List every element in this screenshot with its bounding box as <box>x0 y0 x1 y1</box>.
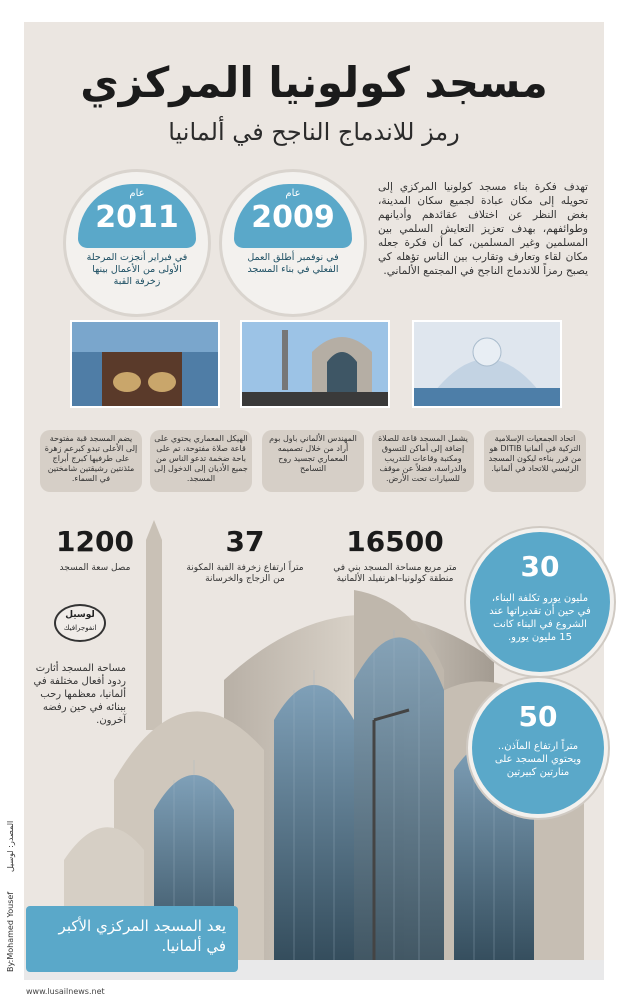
page-subtitle: رمز للاندماج الناجح في ألمانيا <box>168 118 460 146</box>
stat-capacity-text: مصل سعة المسجد <box>59 563 131 573</box>
cost-text: مليون يورو تكلفة البناء، في حين أن تقديراتها عند الشروع في البناء كانت 15 مليون يورو. <box>489 593 591 643</box>
stat-height-value: 37 <box>225 525 265 558</box>
stamp-line2: انفوجرافيك <box>63 624 97 632</box>
cost-value: 30 <box>520 550 560 583</box>
bottom-highlight-box: يعد المسجد المركزي الأكبر في ألمانيا. <box>26 906 238 972</box>
timeline-year: 2009 <box>251 200 335 235</box>
timeline-year-badge <box>234 184 352 248</box>
timeline-year-badge <box>78 184 196 248</box>
site-url: www.lusailnews.net <box>26 987 105 996</box>
left-note: مساحة المسجد أثارت ردود أفعال مختلفة في ألمانيا، معظمها رحب ببنائه في حين رفضه آخرون. <box>33 663 126 726</box>
info-card-structure: الهيكل المعماري يحتوي على قاعة صلاة مفتوحة، تم على باحة ضخمة تدعو الناس من جميع الأديان إلى الدخول إلى المسجد. <box>150 430 252 492</box>
photo-interior-calligraphy <box>70 320 220 408</box>
minaret-height-value: 50 <box>518 700 558 733</box>
minaret-height-circle <box>472 682 604 814</box>
source-credit: المصدر: لوسيل <box>6 820 15 872</box>
stat-area-text: متر مربع مساحة المسجد بني في منطقة كولونيا–اهرنفيلد الألمانية <box>333 563 457 584</box>
page-title: مسجد كولونيا المركزي <box>80 58 548 108</box>
lusail-stamp-logo <box>54 604 106 642</box>
info-card-dome: يضم المسجد قبة مفتوحة إلى الأعلى تبدو كبرعم زهرة على طرفيها كبرج أبراج مئذنتين رشيقتين شامختين في السماء. <box>40 430 142 492</box>
photo-exterior-tower <box>240 320 390 408</box>
info-card-architect: المهندس الألماني باول بوم أراد من خلال تصميمه المعماري تجسيد روح التسامح <box>262 430 364 492</box>
timeline-year-label: عام <box>129 188 145 199</box>
stat-capacity-value: 1200 <box>56 525 134 558</box>
info-card-ditib: اتحاد الجمعيات الإسلامية التركية في ألمانيا DITIB هو من قرر بناءه ليكون المسجد الرئيسي للاتحاد في ألمانيا. <box>484 430 586 492</box>
timeline-circle-2011 <box>66 172 208 314</box>
info-card-facilities: يشمل المسجد قاعة للصلاة إضافة إلى أماكن للتسوق ومكتبة وقاعات للتدريب والدراسة، فضلاً عن موقف للسيارات تحت الأرض. <box>372 430 474 492</box>
timeline-text: في فبراير أنجزت المرحلة الأولى من الأعمال بينها زخرفة القبة <box>86 252 188 287</box>
minaret-height-text: متراً ارتفاع المآذن.. ويحتوي المسجد على منارتين كبيرتين <box>494 741 582 778</box>
cost-circle <box>470 532 610 672</box>
author-credit: By:Mohamed Yousef <box>6 891 15 972</box>
timeline-year: 2011 <box>95 200 179 235</box>
photo-interior-prayer-hall <box>412 320 562 408</box>
stamp-line1: لوسيل <box>65 610 95 620</box>
timeline-circle-2009 <box>222 172 364 314</box>
stat-height-text: متراً ارتفاع زخرفة القبة المكونة من الزجاج والخرسانة <box>186 563 304 584</box>
intro-paragraph: تهدف فكرة بناء مسجد كولونيا المركزي إلى تحويله إلى مكان عبادة لجميع سكان المدينة، بغض النظر عن اختلاف عقائدهم وأديانهم وطوائفهم، بهدف تعزيز التعايش السلمي بين المسلمين وغير المسلمين، كما أن فكرة جعله مكان لقاء وتعارف وتقارب بين الناس تؤهله كي يصبح رمزاً للاندماج الناجح في المجتمع الألماني. <box>378 181 588 277</box>
timeline-year-label: عام <box>285 188 301 199</box>
stat-area-value: 16500 <box>346 525 444 558</box>
timeline-text: في نوفمبر أطلق العمل الفعلي في بناء المسجد <box>247 252 339 275</box>
